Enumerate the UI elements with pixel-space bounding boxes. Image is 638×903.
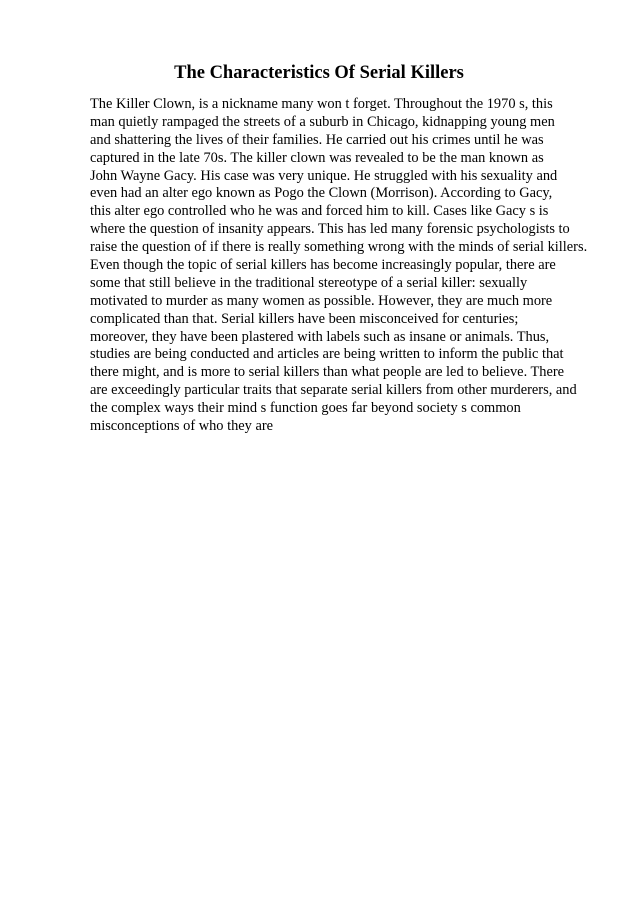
body-line: even had an alter ego known as Pogo the Clown (Morrison). According to Gacy,	[90, 185, 553, 202]
body-line: captured in the late 70s. The killer clown was revealed to be the man known as	[90, 149, 544, 166]
body-line: moreover, they have been plastered with labels such as insane or animals. Thus,	[90, 328, 550, 345]
body-line: complicated than that. Serial killers have been misconceived for centuries;	[90, 310, 519, 327]
body-line: there might, and is more to serial killers than what people are led to believe. There	[90, 364, 565, 381]
body-line: where the question of insanity appears. This has led many forensic psychologists to	[90, 221, 570, 238]
body-line: this alter ego controlled who he was and forced him to kill. Cases like Gacy s is	[90, 203, 549, 220]
body-paragraph	[90, 96, 587, 436]
body-line: are exceedingly particular traits that separate serial killers from other murderers, and	[90, 382, 577, 399]
body-line: and shattering the lives of their families. He carried out his crimes until he was	[90, 131, 544, 148]
body-line: motivated to murder as many women as possible. However, they are much more	[90, 292, 553, 309]
body-line: misconceptions of who they are	[90, 418, 274, 435]
body-line: studies are being conducted and articles are being written to inform the public that	[90, 346, 564, 363]
body-line: raise the question of if there is really something wrong with the minds of serial killers.	[90, 239, 588, 256]
document-title: The Characteristics Of Serial Killers	[174, 63, 464, 83]
body-line: John Wayne Gacy. His case was very unique. He struggled with his sexuality and	[90, 167, 558, 184]
body-line: man quietly rampaged the streets of a suburb in Chicago, kidnapping young men	[90, 113, 555, 130]
body-line: the complex ways their mind s function goes far beyond society s common	[90, 400, 521, 417]
body-line: some that still believe in the traditional stereotype of a serial killer: sexually	[90, 274, 528, 291]
body-line: Even though the topic of serial killers has become increasingly popular, there are	[90, 257, 556, 274]
body-line: The Killer Clown, is a nickname many won t forget. Throughout the 1970 s, this	[90, 96, 553, 112]
